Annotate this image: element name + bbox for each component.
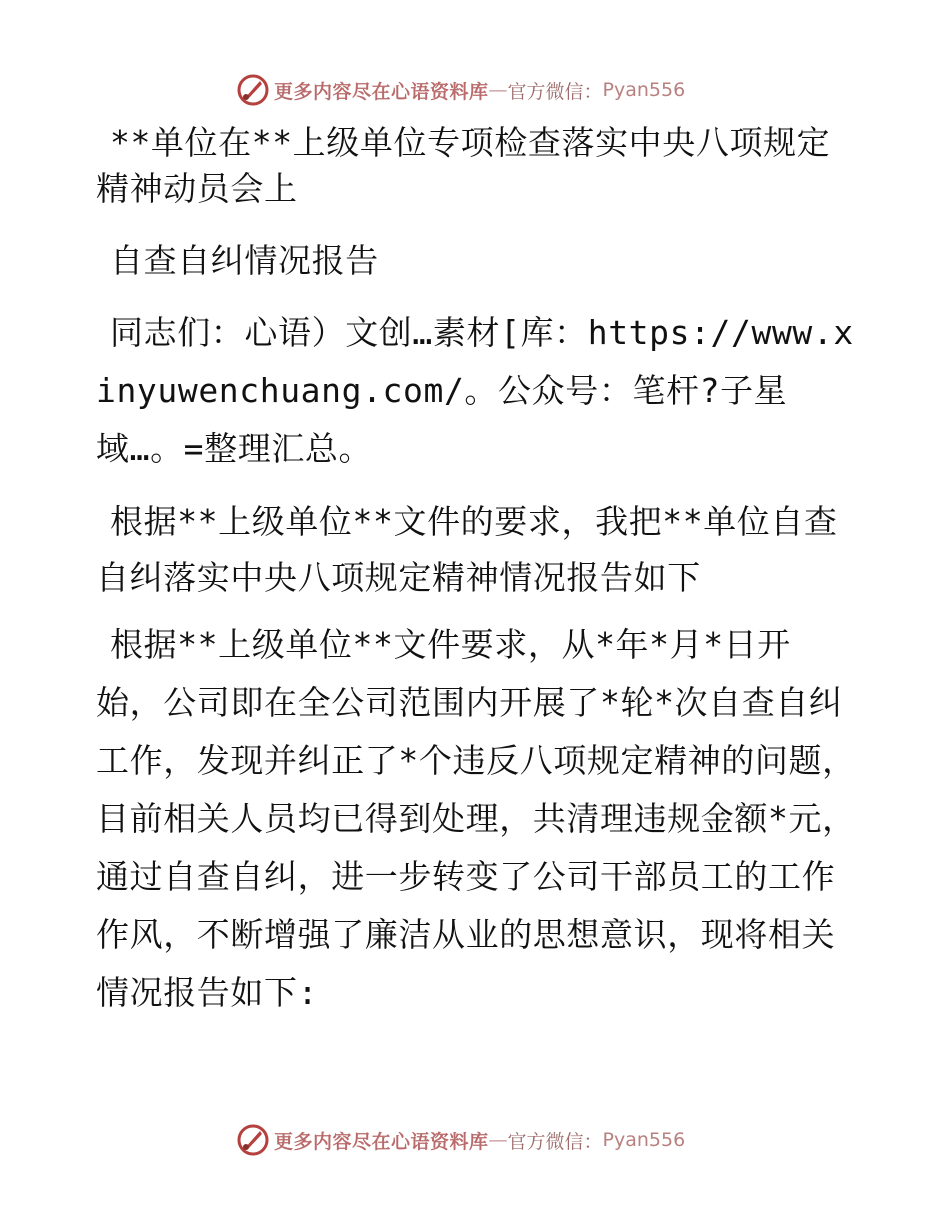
watermark-wechat-id: Pyan556 (602, 79, 686, 101)
watermark-main-text: 更多内容尽在心语资料库 (274, 80, 489, 103)
watermark-separator: — (488, 1129, 508, 1151)
greeting-paragraph: 同志们：心语）文创…素材[库：https://www.xinyuwenchuang.com/。公众号：笔杆?子星域…。=整理汇总。 (96, 313, 854, 468)
quill-logo-icon (236, 1123, 270, 1157)
watermark-separator: — (488, 79, 508, 101)
quill-logo-icon (236, 73, 270, 107)
body-paragraph: 根据**上级单位**文件要求，从*年*月*日开始，公司即在全公司范围内开展了*轮*次自查自纠工作，发现并纠正了*个违反八项规定精神的问题，目前相关人员均已得到处理，共清理违规金额*元，通过自查自纠，进一步转变了公司干部员工的工作作风，不断增强了廉洁从业的思想意识，现将相关情况报告如下: (96, 625, 856, 1012)
watermark-header (236, 72, 716, 108)
document-title: **单位在**上级单位专项检查落实中央八项规定精神动员会上 (96, 123, 831, 208)
watermark-footer (236, 1122, 716, 1158)
document-content (96, 120, 856, 1022)
watermark-main-text: 更多内容尽在心语资料库 (274, 1130, 489, 1153)
watermark-label: 官方微信： (507, 1130, 603, 1153)
intro-paragraph: 根据**上级单位**文件的要求，我把**单位自查自纠落实中央八项规定精神情况报告如下 (96, 502, 838, 597)
document-subtitle: 自查自纠情况报告 (110, 241, 379, 280)
watermark-label: 官方微信： (507, 80, 603, 103)
watermark-wechat-id: Pyan556 (602, 1129, 686, 1151)
